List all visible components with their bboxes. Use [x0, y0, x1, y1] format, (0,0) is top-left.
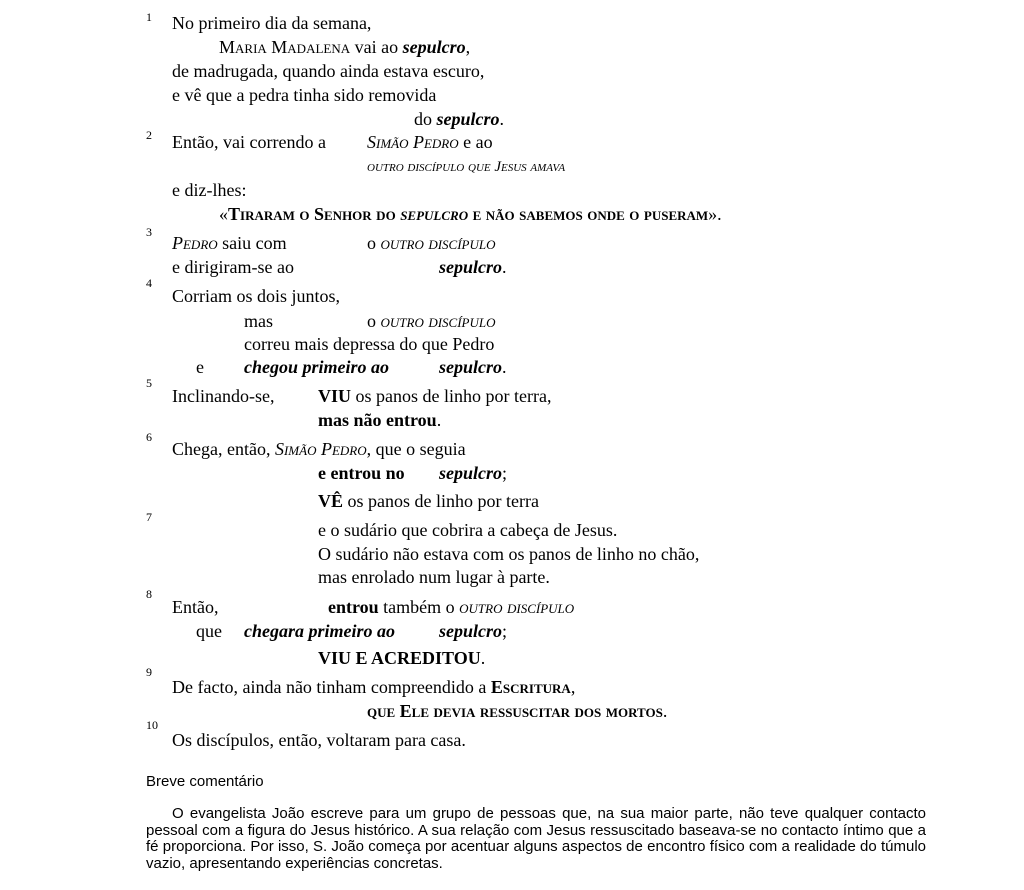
keyword-sepulcro: sepulcro — [439, 621, 502, 641]
text-line: correu mais depressa do que Pedro — [244, 334, 495, 354]
text-line: e o sudário que cobrira a cabeça de Jesus. — [318, 520, 618, 540]
emphasis-text: mas não entrou — [318, 410, 437, 430]
keyword-escritura: Escritura — [490, 677, 571, 697]
comment-body — [146, 806, 926, 872]
text-span: , que o seguia — [366, 439, 466, 459]
text-line: Então, vai correndo a — [172, 132, 326, 152]
verse-number: 3 — [146, 225, 152, 239]
text-span: De facto, ainda não tinham compreendido a — [172, 677, 491, 697]
keyword-sepulcro: sepulcro — [439, 357, 502, 377]
verse-number: 4 — [146, 276, 152, 290]
emphasis-viu-e-acreditou: VIU E ACREDITOU — [318, 648, 481, 668]
text-span: « — [219, 204, 228, 224]
text-line — [172, 232, 287, 254]
text-span: , — [465, 37, 471, 57]
text-line — [318, 409, 441, 431]
text-span: ; — [502, 463, 508, 483]
emphasis-ve: VÊ — [318, 491, 344, 511]
text-span: ». — [708, 204, 722, 224]
text-span: os panos de linho por terra, — [351, 386, 552, 406]
text-span: também — [378, 597, 446, 617]
text-span: os panos de linho por terra — [343, 491, 539, 511]
text-span: , — [570, 677, 576, 697]
name-simao-pedro: Simão Pedro — [274, 439, 367, 459]
quote-text: e não sabemos onde o puseram — [468, 204, 709, 224]
text-line: Os discípulos, então, voltaram para casa. — [172, 730, 466, 750]
text-span: o — [367, 233, 381, 253]
outro-discipulo: outro discípulo — [459, 597, 575, 617]
text-span: . — [502, 257, 507, 277]
text-line — [367, 131, 493, 153]
text-span: saiu com — [217, 233, 287, 253]
text-span: do — [414, 109, 437, 129]
verse-number: 10 — [146, 718, 158, 732]
keyword-sepulcro: sepulcro — [439, 463, 502, 483]
text-line: de madrugada, quando ainda estava escuro, — [172, 61, 485, 81]
text-span: . — [502, 357, 507, 377]
text-line — [172, 676, 575, 698]
keyword-sepulcro: sepulcro — [439, 257, 502, 277]
comment-paragraph: O evangelista João escreve para um grupo de pessoas que, na sua maior parte, não teve qualquer contacto pessoal com a figura do Jesus histórico. A sua relação com Jesus ressuscitado baseava-se no contacto íntimo que a fé proporciona. Por isso, S. João começa por acentuar alguns aspectos de encontro físico com a realidade do túmulo vazio, apresentando experiências concretas. — [146, 805, 926, 872]
text-line: Então, — [172, 597, 219, 617]
verse-number: 5 — [146, 376, 152, 390]
emphasis-text: chegou primeiro ao — [244, 357, 390, 377]
text-span: . — [436, 410, 442, 430]
verse-number: 6 — [146, 430, 152, 444]
text-span: e ao — [458, 132, 493, 152]
emphasis-text: que Ele devia ressuscitar dos mortos — [367, 701, 663, 721]
emphasis-text: e entrou no — [318, 463, 405, 483]
verse-number: 7 — [146, 510, 152, 524]
text-line: e diz-lhes: — [172, 180, 247, 200]
text-span: Chega, então, — [172, 439, 275, 459]
emphasis-text: chegara primeiro ao — [244, 621, 395, 641]
keyword-sepulcro: sepulcro — [402, 37, 466, 57]
emphasis-viu: VIU — [318, 386, 352, 406]
text-line — [367, 232, 496, 254]
text-line — [414, 108, 504, 130]
verse-number: 1 — [146, 10, 152, 24]
text-span: o — [367, 311, 381, 331]
verse-number: 8 — [146, 587, 152, 601]
text-line: e — [196, 357, 204, 377]
text-line — [318, 490, 539, 512]
text-line — [439, 256, 507, 278]
quote-line — [219, 203, 722, 225]
verse-number: 2 — [146, 128, 152, 142]
outro-discipulo-line: outro discípulo que Jesus amava — [367, 159, 566, 175]
text-span: . — [499, 109, 504, 129]
verse-number: 9 — [146, 665, 152, 679]
text-line: que — [196, 621, 222, 641]
quote-text: Tiraram o Senhor do — [228, 204, 401, 224]
text-line: Corriam os dois juntos, — [172, 286, 341, 306]
outro-discipulo: outro discípulo — [380, 233, 496, 253]
text-line — [367, 700, 667, 722]
text-span: . — [480, 648, 486, 668]
text-span: vai ao — [350, 37, 403, 57]
comment-title: Breve comentário — [146, 773, 264, 790]
outro-discipulo: outro discípulo — [380, 311, 496, 331]
text-line — [439, 462, 507, 484]
text-line — [219, 36, 470, 58]
text-line — [318, 385, 551, 407]
name-pedro: Pedro — [172, 233, 218, 253]
text-line — [439, 356, 507, 378]
text-line: e dirigiram-se ao — [172, 257, 294, 277]
text-span: . — [662, 701, 668, 721]
text-line: No primeiro dia da semana, — [172, 13, 372, 33]
text-line: e vê que a pedra tinha sido removida — [172, 85, 437, 105]
emphasis-entrou: entrou — [328, 597, 379, 617]
text-line — [172, 438, 466, 460]
text-line: mas enrolado num lugar à parte. — [318, 567, 550, 587]
text-span: ; — [502, 621, 508, 641]
text-line: Inclinando-se, — [172, 386, 275, 406]
keyword-sepulcro: sepulcro — [400, 204, 469, 224]
text-line — [318, 647, 485, 669]
name-simao-pedro: Simão Pedro — [367, 132, 459, 152]
text-line — [439, 620, 507, 642]
text-line: O sudário não estava com os panos de linho no chão, — [318, 544, 700, 564]
keyword-sepulcro: sepulcro — [436, 109, 500, 129]
text-line — [328, 596, 574, 618]
text-line: mas — [244, 311, 273, 331]
text-span: o — [445, 597, 460, 617]
name-maria-madalena: Maria Madalena — [219, 37, 351, 57]
text-line — [367, 310, 496, 332]
